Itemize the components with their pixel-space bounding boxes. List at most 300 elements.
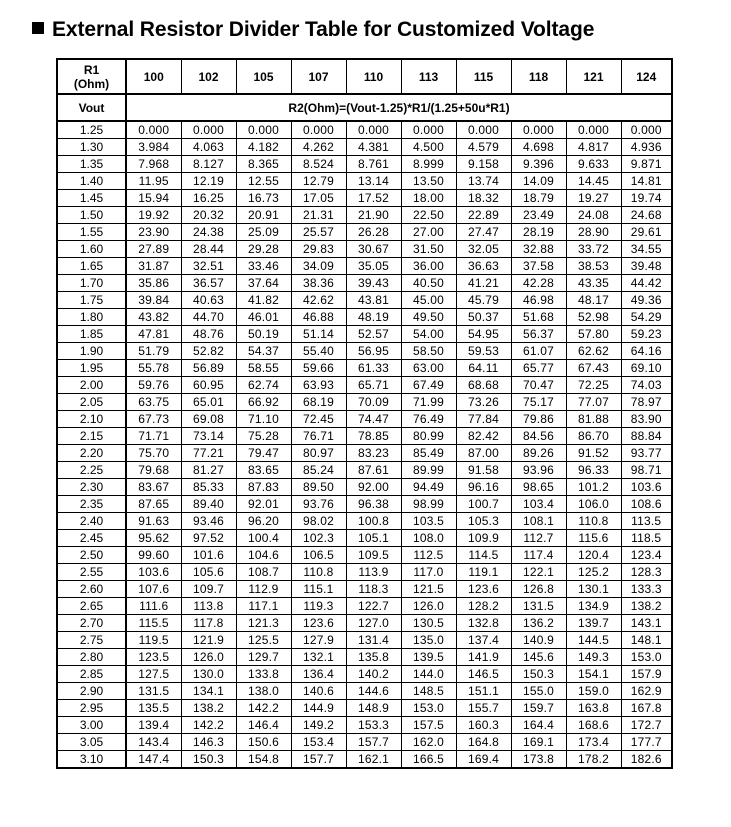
r1-value-header: 100: [126, 59, 181, 94]
r2-value-cell: 117.8: [181, 615, 236, 632]
vout-cell: 2.70: [57, 615, 126, 632]
r2-value-cell: 0.000: [236, 121, 291, 139]
r2-value-cell: 54.29: [621, 309, 672, 326]
r2-value-cell: 83.23: [346, 445, 401, 462]
r1-value-header: 124: [621, 59, 672, 94]
r2-value-cell: 144.5: [566, 632, 621, 649]
vout-cell: 2.00: [57, 377, 126, 394]
r2-value-cell: 136.2: [511, 615, 566, 632]
r2-value-cell: 103.6: [126, 564, 181, 581]
r2-value-cell: 94.49: [401, 479, 456, 496]
r2-value-cell: 43.82: [126, 309, 181, 326]
r2-value-cell: 54.95: [456, 326, 511, 343]
r2-value-cell: 98.02: [291, 513, 346, 530]
r2-value-cell: 168.6: [566, 717, 621, 734]
vout-cell: 2.95: [57, 700, 126, 717]
vout-cell: 1.25: [57, 121, 126, 139]
page-title-text: External Resistor Divider Table for Customized Voltage: [52, 18, 595, 41]
r2-value-cell: 89.26: [511, 445, 566, 462]
r2-value-cell: 59.66: [291, 360, 346, 377]
r2-value-cell: 140.9: [511, 632, 566, 649]
r2-value-cell: 173.4: [566, 734, 621, 751]
r2-value-cell: 103.5: [401, 513, 456, 530]
r2-value-cell: 4.182: [236, 139, 291, 156]
r2-value-cell: 122.1: [511, 564, 566, 581]
r2-value-cell: 153.0: [401, 700, 456, 717]
r2-value-cell: 54.37: [236, 343, 291, 360]
r2-value-cell: 52.82: [181, 343, 236, 360]
r2-value-cell: 71.10: [236, 411, 291, 428]
r2-value-cell: 154.1: [566, 666, 621, 683]
r2-value-cell: 162.0: [401, 734, 456, 751]
r2-value-cell: 89.99: [401, 462, 456, 479]
r2-value-cell: 132.8: [456, 615, 511, 632]
r2-value-cell: 8.524: [291, 156, 346, 173]
r2-value-cell: 135.0: [401, 632, 456, 649]
r2-value-cell: 59.76: [126, 377, 181, 394]
r2-value-cell: 33.72: [566, 241, 621, 258]
r2-value-cell: 123.5: [126, 649, 181, 666]
vout-cell: 2.20: [57, 445, 126, 462]
r2-value-cell: 4.579: [456, 139, 511, 156]
r2-value-cell: 109.7: [181, 581, 236, 598]
r2-value-cell: 30.67: [346, 241, 401, 258]
vout-cell: 2.35: [57, 496, 126, 513]
r2-value-cell: 135.5: [126, 700, 181, 717]
resistor-divider-table: [56, 58, 673, 769]
r2-value-cell: 92.00: [346, 479, 401, 496]
r2-value-cell: 52.57: [346, 326, 401, 343]
r2-value-cell: 103.6: [621, 479, 672, 496]
table-row: [57, 241, 672, 258]
r2-value-cell: 74.47: [346, 411, 401, 428]
r2-value-cell: 151.1: [456, 683, 511, 700]
r2-value-cell: 139.5: [401, 649, 456, 666]
r2-value-cell: 71.71: [126, 428, 181, 445]
table-row: [57, 377, 672, 394]
r2-value-cell: 128.2: [456, 598, 511, 615]
table-row: [57, 564, 672, 581]
r2-value-cell: 108.6: [621, 496, 672, 513]
r2-value-cell: 89.50: [291, 479, 346, 496]
r2-value-cell: 64.11: [456, 360, 511, 377]
r1-value-header: 121: [566, 59, 621, 94]
r2-value-cell: 68.19: [291, 394, 346, 411]
r2-value-cell: 105.3: [456, 513, 511, 530]
r2-value-cell: 0.000: [621, 121, 672, 139]
r2-value-cell: 27.00: [401, 224, 456, 241]
vout-cell: 2.60: [57, 581, 126, 598]
r2-value-cell: 111.6: [126, 598, 181, 615]
r2-value-cell: 80.99: [401, 428, 456, 445]
r2-value-cell: 148.5: [401, 683, 456, 700]
r1-value-header: 118: [511, 59, 566, 94]
r2-value-cell: 27.47: [456, 224, 511, 241]
r2-value-cell: 8.365: [236, 156, 291, 173]
r2-value-cell: 109.5: [346, 547, 401, 564]
r2-value-cell: 85.33: [181, 479, 236, 496]
table-row: [57, 309, 672, 326]
r2-value-cell: 48.17: [566, 292, 621, 309]
r2-value-cell: 65.71: [346, 377, 401, 394]
r2-value-cell: 148.9: [346, 700, 401, 717]
r2-value-cell: 20.91: [236, 207, 291, 224]
r2-value-cell: 126.0: [401, 598, 456, 615]
r2-value-cell: 78.85: [346, 428, 401, 445]
r2-value-cell: 49.36: [621, 292, 672, 309]
table-row: [57, 615, 672, 632]
r2-value-cell: 123.4: [621, 547, 672, 564]
r2-value-cell: 4.381: [346, 139, 401, 156]
r2-value-cell: 149.2: [291, 717, 346, 734]
r2-value-cell: 108.0: [401, 530, 456, 547]
r2-value-cell: 48.76: [181, 326, 236, 343]
r2-value-cell: 41.21: [456, 275, 511, 292]
r2-value-cell: 70.47: [511, 377, 566, 394]
table-row: [57, 734, 672, 751]
r2-value-cell: 133.3: [621, 581, 672, 598]
r2-value-cell: 115.6: [566, 530, 621, 547]
r2-value-cell: 100.8: [346, 513, 401, 530]
r2-value-cell: 101.2: [566, 479, 621, 496]
table-row: [57, 411, 672, 428]
r2-value-cell: 25.57: [291, 224, 346, 241]
r2-value-cell: 38.36: [291, 275, 346, 292]
r2-value-cell: 28.19: [511, 224, 566, 241]
vout-header: Vout: [57, 94, 126, 121]
r2-value-cell: 138.0: [236, 683, 291, 700]
r2-value-cell: 11.95: [126, 173, 181, 190]
r2-value-cell: 13.50: [401, 173, 456, 190]
r2-value-cell: 169.1: [511, 734, 566, 751]
r2-value-cell: 154.8: [236, 751, 291, 769]
r2-value-cell: 115.5: [126, 615, 181, 632]
r2-value-cell: 61.33: [346, 360, 401, 377]
r2-value-cell: 93.76: [291, 496, 346, 513]
r2-value-cell: 119.1: [456, 564, 511, 581]
r2-value-cell: 83.90: [621, 411, 672, 428]
r2-value-cell: 9.396: [511, 156, 566, 173]
r2-value-cell: 4.698: [511, 139, 566, 156]
r2-value-cell: 87.65: [126, 496, 181, 513]
r2-value-cell: 32.05: [456, 241, 511, 258]
r2-value-cell: 118.3: [346, 581, 401, 598]
r2-value-cell: 13.14: [346, 173, 401, 190]
r2-value-cell: 150.6: [236, 734, 291, 751]
table-row: [57, 156, 672, 173]
r1-value-header: 113: [401, 59, 456, 94]
r2-value-cell: 81.88: [566, 411, 621, 428]
r1-header-row: [57, 59, 672, 94]
table-row: [57, 530, 672, 547]
r2-value-cell: 107.6: [126, 581, 181, 598]
r2-value-cell: 138.2: [621, 598, 672, 615]
r2-value-cell: 75.70: [126, 445, 181, 462]
r1-value-header: 115: [456, 59, 511, 94]
r2-value-cell: 12.79: [291, 173, 346, 190]
table-row: [57, 428, 672, 445]
r2-value-cell: 83.67: [126, 479, 181, 496]
r2-value-cell: 73.14: [181, 428, 236, 445]
table-row: [57, 121, 672, 139]
r2-value-cell: 101.6: [181, 547, 236, 564]
r2-value-cell: 40.63: [181, 292, 236, 309]
r2-value-cell: 137.4: [456, 632, 511, 649]
r2-value-cell: 113.8: [181, 598, 236, 615]
r1-header-label: R1: [83, 62, 100, 77]
r2-value-cell: 117.0: [401, 564, 456, 581]
r2-value-cell: 91.58: [456, 462, 511, 479]
r2-value-cell: 121.3: [236, 615, 291, 632]
r2-value-cell: 105.1: [346, 530, 401, 547]
r2-value-cell: 97.52: [181, 530, 236, 547]
r2-value-cell: 28.90: [566, 224, 621, 241]
r2-value-cell: 70.09: [346, 394, 401, 411]
r2-value-cell: 0.000: [566, 121, 621, 139]
r2-value-cell: 0.000: [401, 121, 456, 139]
r2-value-cell: 31.50: [401, 241, 456, 258]
r2-value-cell: 69.08: [181, 411, 236, 428]
vout-cell: 1.40: [57, 173, 126, 190]
r2-value-cell: 19.92: [126, 207, 181, 224]
r2-value-cell: 138.2: [181, 700, 236, 717]
r2-value-cell: 140.6: [291, 683, 346, 700]
r2-value-cell: 99.60: [126, 547, 181, 564]
table-row: [57, 513, 672, 530]
r2-value-cell: 102.3: [291, 530, 346, 547]
r1-value-header: 105: [236, 59, 291, 94]
r2-value-cell: 166.5: [401, 751, 456, 769]
r2-value-cell: 159.0: [566, 683, 621, 700]
r2-value-cell: 79.47: [236, 445, 291, 462]
r2-value-cell: 54.00: [401, 326, 456, 343]
r2-value-cell: 56.37: [511, 326, 566, 343]
r2-value-cell: 146.5: [456, 666, 511, 683]
r2-value-cell: 9.633: [566, 156, 621, 173]
r2-value-cell: 0.000: [181, 121, 236, 139]
table-row: [57, 479, 672, 496]
r2-value-cell: 51.68: [511, 309, 566, 326]
r2-value-cell: 17.05: [291, 190, 346, 207]
r2-value-cell: 143.1: [621, 615, 672, 632]
r2-value-cell: 35.86: [126, 275, 181, 292]
r2-value-cell: 51.79: [126, 343, 181, 360]
r2-value-cell: 28.44: [181, 241, 236, 258]
r2-value-cell: 131.5: [126, 683, 181, 700]
r2-value-cell: 149.3: [566, 649, 621, 666]
r2-value-cell: 164.8: [456, 734, 511, 751]
r2-value-cell: 59.23: [621, 326, 672, 343]
r2-value-cell: 37.58: [511, 258, 566, 275]
r2-value-cell: 127.9: [291, 632, 346, 649]
r2-value-cell: 51.14: [291, 326, 346, 343]
r2-value-cell: 66.92: [236, 394, 291, 411]
r2-value-cell: 9.158: [456, 156, 511, 173]
r2-value-cell: 39.84: [126, 292, 181, 309]
r2-value-cell: 117.1: [236, 598, 291, 615]
r2-value-cell: 112.9: [236, 581, 291, 598]
r2-value-cell: 121.9: [181, 632, 236, 649]
r2-value-cell: 141.9: [456, 649, 511, 666]
r2-value-cell: 56.95: [346, 343, 401, 360]
r1-header-unit: (Ohm): [73, 76, 110, 91]
r2-value-cell: 113.5: [621, 513, 672, 530]
r2-value-cell: 69.10: [621, 360, 672, 377]
r2-value-cell: 79.86: [511, 411, 566, 428]
r2-value-cell: 83.65: [236, 462, 291, 479]
r2-value-cell: 127.5: [126, 666, 181, 683]
r2-value-cell: 150.3: [181, 751, 236, 769]
r2-value-cell: 147.4: [126, 751, 181, 769]
r2-value-cell: 0.000: [126, 121, 181, 139]
r2-value-cell: 18.00: [401, 190, 456, 207]
r2-value-cell: 134.9: [566, 598, 621, 615]
r2-value-cell: 55.40: [291, 343, 346, 360]
r2-value-cell: 77.84: [456, 411, 511, 428]
r2-value-cell: 36.63: [456, 258, 511, 275]
r2-value-cell: 98.99: [401, 496, 456, 513]
vout-cell: 3.10: [57, 751, 126, 769]
r2-value-cell: 98.65: [511, 479, 566, 496]
r2-value-cell: 123.6: [456, 581, 511, 598]
r2-value-cell: 79.68: [126, 462, 181, 479]
r2-value-cell: 82.42: [456, 428, 511, 445]
r2-value-cell: 131.4: [346, 632, 401, 649]
vout-cell: 2.05: [57, 394, 126, 411]
r2-value-cell: 35.05: [346, 258, 401, 275]
page-title: [32, 18, 594, 42]
vout-cell: 2.75: [57, 632, 126, 649]
r2-value-cell: 3.984: [126, 139, 181, 156]
r2-value-cell: 106.5: [291, 547, 346, 564]
r2-value-cell: 59.53: [456, 343, 511, 360]
square-bullet-icon: [32, 22, 44, 34]
r2-value-cell: 85.49: [401, 445, 456, 462]
r1-value-header: 102: [181, 59, 236, 94]
r2-value-cell: 100.4: [236, 530, 291, 547]
r2-value-cell: 80.97: [291, 445, 346, 462]
r2-value-cell: 37.64: [236, 275, 291, 292]
r2-value-cell: 50.37: [456, 309, 511, 326]
r2-value-cell: 8.999: [401, 156, 456, 173]
r2-value-cell: 21.90: [346, 207, 401, 224]
r2-value-cell: 167.8: [621, 700, 672, 717]
r2-value-cell: 60.95: [181, 377, 236, 394]
r2-value-cell: 128.3: [621, 564, 672, 581]
vout-cell: 1.35: [57, 156, 126, 173]
r2-value-cell: 143.4: [126, 734, 181, 751]
vout-cell: 1.45: [57, 190, 126, 207]
r2-value-cell: 125.5: [236, 632, 291, 649]
vout-cell: 1.70: [57, 275, 126, 292]
r2-value-cell: 126.0: [181, 649, 236, 666]
r2-value-cell: 38.53: [566, 258, 621, 275]
r2-value-cell: 44.70: [181, 309, 236, 326]
r2-value-cell: 56.89: [181, 360, 236, 377]
r2-value-cell: 50.19: [236, 326, 291, 343]
r2-value-cell: 52.98: [566, 309, 621, 326]
vout-cell: 1.85: [57, 326, 126, 343]
r2-value-cell: 135.8: [346, 649, 401, 666]
table-row: [57, 207, 672, 224]
r2-value-cell: 36.00: [401, 258, 456, 275]
vout-cell: 2.50: [57, 547, 126, 564]
r2-value-cell: 0.000: [456, 121, 511, 139]
r2-value-cell: 112.5: [401, 547, 456, 564]
r2-value-cell: 16.73: [236, 190, 291, 207]
r2-value-cell: 122.7: [346, 598, 401, 615]
r2-value-cell: 8.761: [346, 156, 401, 173]
r2-value-cell: 24.68: [621, 207, 672, 224]
r2-value-cell: 24.08: [566, 207, 621, 224]
table-row: [57, 649, 672, 666]
table-row: [57, 326, 672, 343]
r2-value-cell: 71.99: [401, 394, 456, 411]
r2-value-cell: 22.89: [456, 207, 511, 224]
r2-value-cell: 157.7: [346, 734, 401, 751]
r2-value-cell: 74.03: [621, 377, 672, 394]
vout-cell: 2.15: [57, 428, 126, 445]
r1-value-header: 110: [346, 59, 401, 94]
r2-value-cell: 86.70: [566, 428, 621, 445]
r2-value-cell: 136.4: [291, 666, 346, 683]
r2-value-cell: 43.35: [566, 275, 621, 292]
r2-value-cell: 144.9: [291, 700, 346, 717]
r2-value-cell: 65.01: [181, 394, 236, 411]
r2-value-cell: 76.49: [401, 411, 456, 428]
r2-value-cell: 130.5: [401, 615, 456, 632]
r2-value-cell: 139.4: [126, 717, 181, 734]
r2-value-cell: 131.5: [511, 598, 566, 615]
r2-value-cell: 108.7: [236, 564, 291, 581]
r2-value-cell: 72.25: [566, 377, 621, 394]
r2-value-cell: 77.07: [566, 394, 621, 411]
r2-value-cell: 19.74: [621, 190, 672, 207]
r2-value-cell: 58.55: [236, 360, 291, 377]
r2-value-cell: 33.46: [236, 258, 291, 275]
r2-value-cell: 110.8: [566, 513, 621, 530]
r2-value-cell: 121.5: [401, 581, 456, 598]
r2-value-cell: 96.20: [236, 513, 291, 530]
vout-cell: 1.55: [57, 224, 126, 241]
table-row: [57, 462, 672, 479]
r2-value-cell: 4.500: [401, 139, 456, 156]
r2-value-cell: 87.83: [236, 479, 291, 496]
r2-value-cell: 157.9: [621, 666, 672, 683]
vout-cell: 3.05: [57, 734, 126, 751]
r2-value-cell: 34.09: [291, 258, 346, 275]
vout-cell: 3.00: [57, 717, 126, 734]
r2-value-cell: 58.50: [401, 343, 456, 360]
table-row: [57, 751, 672, 769]
r2-value-cell: 87.00: [456, 445, 511, 462]
r2-value-cell: 81.27: [181, 462, 236, 479]
r2-value-cell: 16.25: [181, 190, 236, 207]
r2-value-cell: 89.40: [181, 496, 236, 513]
r2-value-cell: 114.5: [456, 547, 511, 564]
r2-value-cell: 103.4: [511, 496, 566, 513]
r2-value-cell: 113.9: [346, 564, 401, 581]
r2-value-cell: 125.2: [566, 564, 621, 581]
r2-value-cell: 14.45: [566, 173, 621, 190]
r2-value-cell: 162.1: [346, 751, 401, 769]
r2-value-cell: 132.1: [291, 649, 346, 666]
r2-value-cell: 63.00: [401, 360, 456, 377]
r2-value-cell: 12.55: [236, 173, 291, 190]
r2-value-cell: 157.7: [291, 751, 346, 769]
r2-value-cell: 173.8: [511, 751, 566, 769]
table-row: [57, 581, 672, 598]
